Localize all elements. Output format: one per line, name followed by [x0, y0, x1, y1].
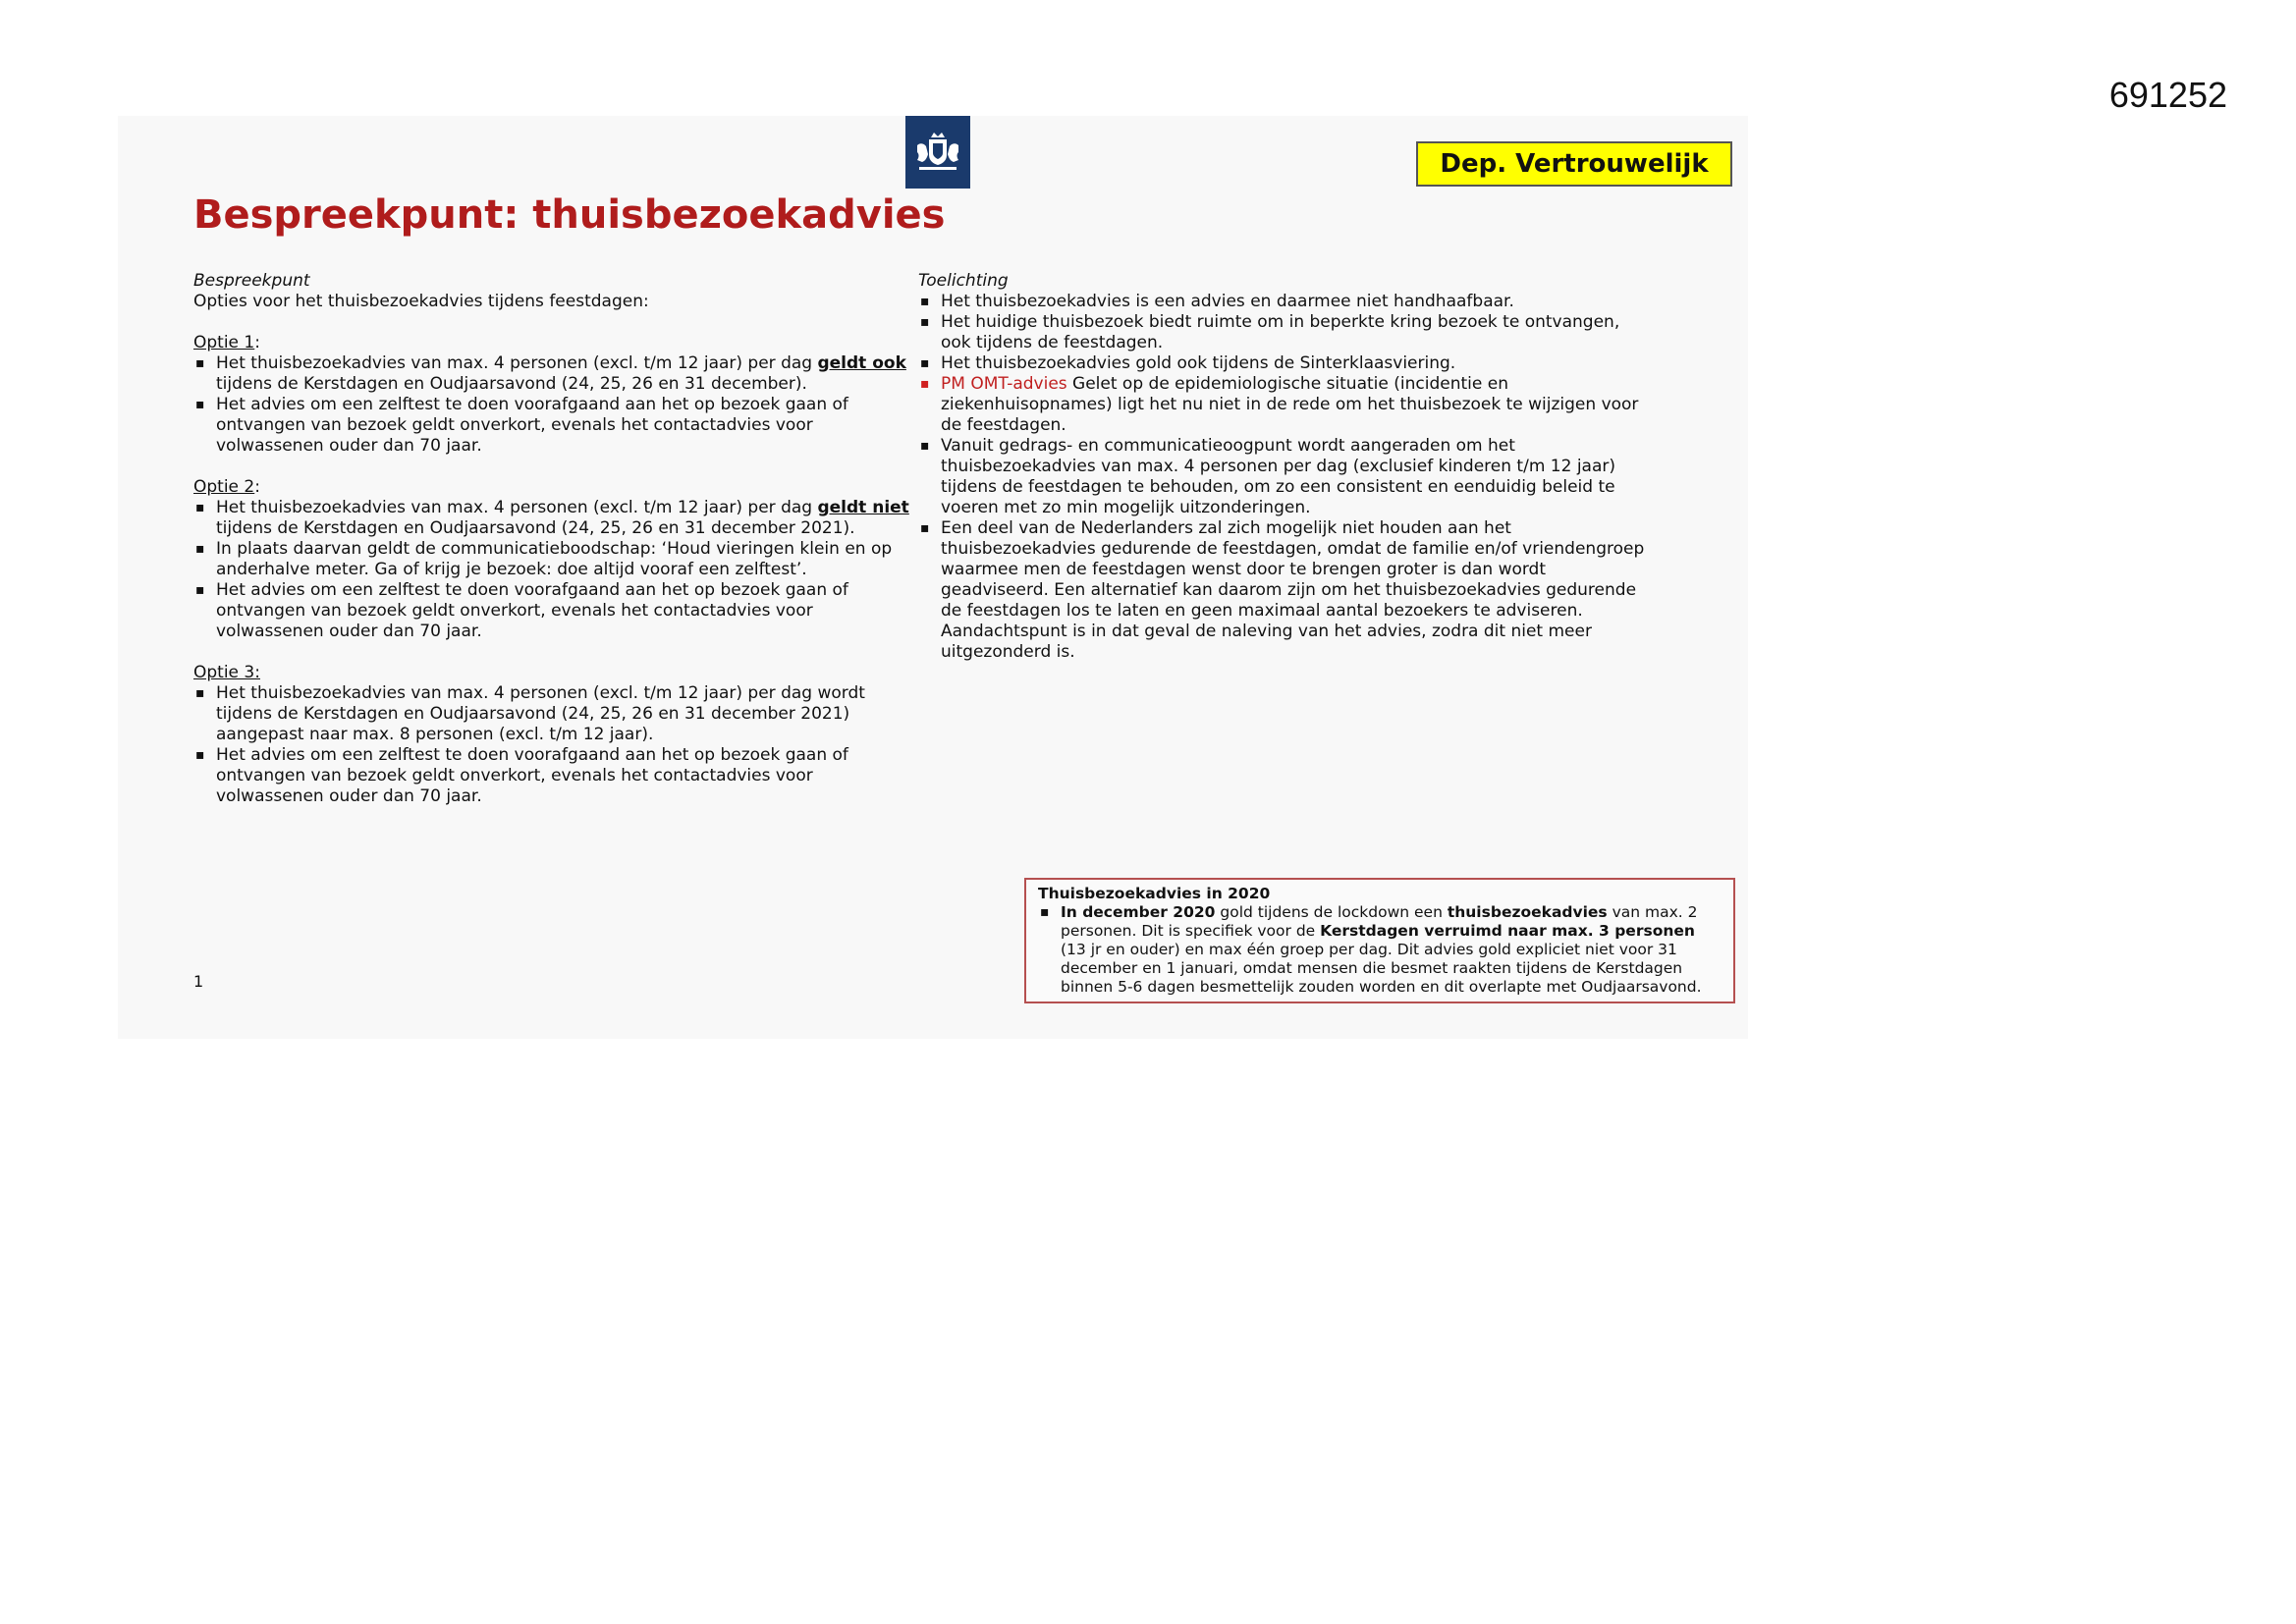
option-1-list [193, 353, 920, 457]
page-title: Bespreekpunt: thuisbezoekadvies [193, 192, 946, 238]
crown-lion-icon [905, 116, 970, 189]
list-item: ▪ Het thuisbezoekadvies gold ook tijdens de Sinterklaasviering. [918, 353, 1645, 374]
list-item: ▪ In plaats daarvan geldt de communicatieboodschap: ‘Houd vieringen klein en op anderhalve meter. Ga of krijg je bezoek: doe altijd vooraf een zelftest’. [193, 539, 920, 580]
list-item: ▪ Het thuisbezoekadvies van max. 4 personen (excl. t/m 12 jaar) per dag wordt tijdens de Kerstdagen en Oudjaarsavond (24, 25, 26 en 31 december 2021) aangepast naar max. 8 personen (excl. t/m 12 jaar). [193, 683, 920, 745]
option-1-heading: Optie 1: [193, 333, 260, 352]
list-item: ▪ Het thuisbezoekadvies is een advies en daarmee niet handhaafbaar. [918, 292, 1645, 312]
list-item: ▪ Vanuit gedrags- en communicatieoogpunt wordt aangeraden om het thuisbezoekadvies van max. 4 personen per dag (exclusief kinderen t/m 12 jaar) tijdens de feestdagen te behouden, om zo een consistent en eenduidig beleid te voeren met zo min mogelijk uitzonderingen. [918, 436, 1645, 518]
list-item: ▪ Het advies om een zelftest te doen voorafgaand aan het op bezoek gaan of ontvangen van bezoek geldt onverkort, evenals het contactadvies voor volwassenen ouder dan 70 jaar. [193, 745, 920, 807]
info-box-list [1038, 903, 1722, 997]
explanation-column [918, 271, 1645, 663]
list-item: ▪ Het advies om een zelftest te doen voorafgaand aan het op bezoek gaan of ontvangen van bezoek geldt onverkort, evenals het contactadvies voor volwassenen ouder dan 70 jaar. [193, 580, 920, 642]
option-3-heading: Optie 3: [193, 663, 260, 682]
list-item: ▪ PM OMT-advies Gelet op de epidemiologische situatie (incidentie en ziekenhuisopnames) ligt het nu niet in de rede om het thuisbezoek te wijzigen voor de feestdagen. [918, 374, 1645, 436]
list-item: ▪ Een deel van de Nederlanders zal zich mogelijk niet houden aan het thuisbezoekadvies gedurende de feestdagen, omdat de familie en/of vriendengroep waarmee men de feestdagen wenst door te brengen groter is dan wordt geadviseerd. Een alternatief kan daarom zijn om het thuisbezoekadvies gedurende de feestdagen los te laten en geen maximaal aantal bezoekers te adviseren. Aandachtspunt is in dat geval de naleving van het advies, zodra dit niet meer uitgezonderd is. [918, 518, 1645, 663]
confidentiality-badge: Dep. Vertrouwelijk [1416, 141, 1732, 187]
explanation-list [918, 292, 1645, 663]
list-item: ▪ Het huidige thuisbezoek biedt ruimte om in beperkte kring bezoek te ontvangen, ook tijdens de feestdagen. [918, 312, 1645, 353]
section-heading: Bespreekpunt [193, 271, 310, 291]
government-coat-of-arms-logo [905, 116, 970, 189]
list-item: ▪ Het thuisbezoekadvies van max. 4 personen (excl. t/m 12 jaar) per dag geldt ook tijdens de Kerstdagen en Oudjaarsavond (24, 25, 26 en 31 december). [193, 353, 920, 395]
list-item: ▪ Het thuisbezoekadvies van max. 4 personen (excl. t/m 12 jaar) per dag geldt niet tijdens de Kerstdagen en Oudjaarsavond (24, 25, 26 en 31 december 2021). [193, 498, 920, 539]
list-item: ▪ Het advies om een zelftest te doen voorafgaand aan het op bezoek gaan of ontvangen van bezoek geldt onverkort, evenals het contactadvies voor volwassenen ouder dan 70 jaar. [193, 395, 920, 457]
document-number: 691252 [2108, 75, 2227, 115]
option-2-heading: Optie 2: [193, 477, 260, 497]
option-3-list [193, 683, 920, 807]
intro-text: Opties voor het thuisbezoekadvies tijdens feestdagen: [193, 292, 649, 311]
discussion-column [193, 271, 920, 807]
omt-advice-placeholder: PM OMT-advies [941, 374, 1067, 394]
option-2-list [193, 498, 920, 642]
info-box-title: Thuisbezoekadvies in 2020 [1038, 885, 1271, 902]
page-number: 1 [193, 972, 204, 991]
info-box-2020 [1024, 878, 1735, 1003]
section-heading: Toelichting [918, 271, 1009, 291]
list-item: ▪ In december 2020 gold tijdens de lockdown een thuisbezoekadvies van max. 2 personen. Dit is specifiek voor de Kerstdagen verruimd naar max. 3 personen (13 jr en ouder) en max één groep per dag. Dit advies gold expliciet niet voor 31 december en 1 januari, omdat mensen die besmet raakten tijdens de Kerstdagen binnen 5-6 dagen besmettelijk zouden worden en dit overlapte met Oudjaarsavond. [1038, 903, 1722, 997]
